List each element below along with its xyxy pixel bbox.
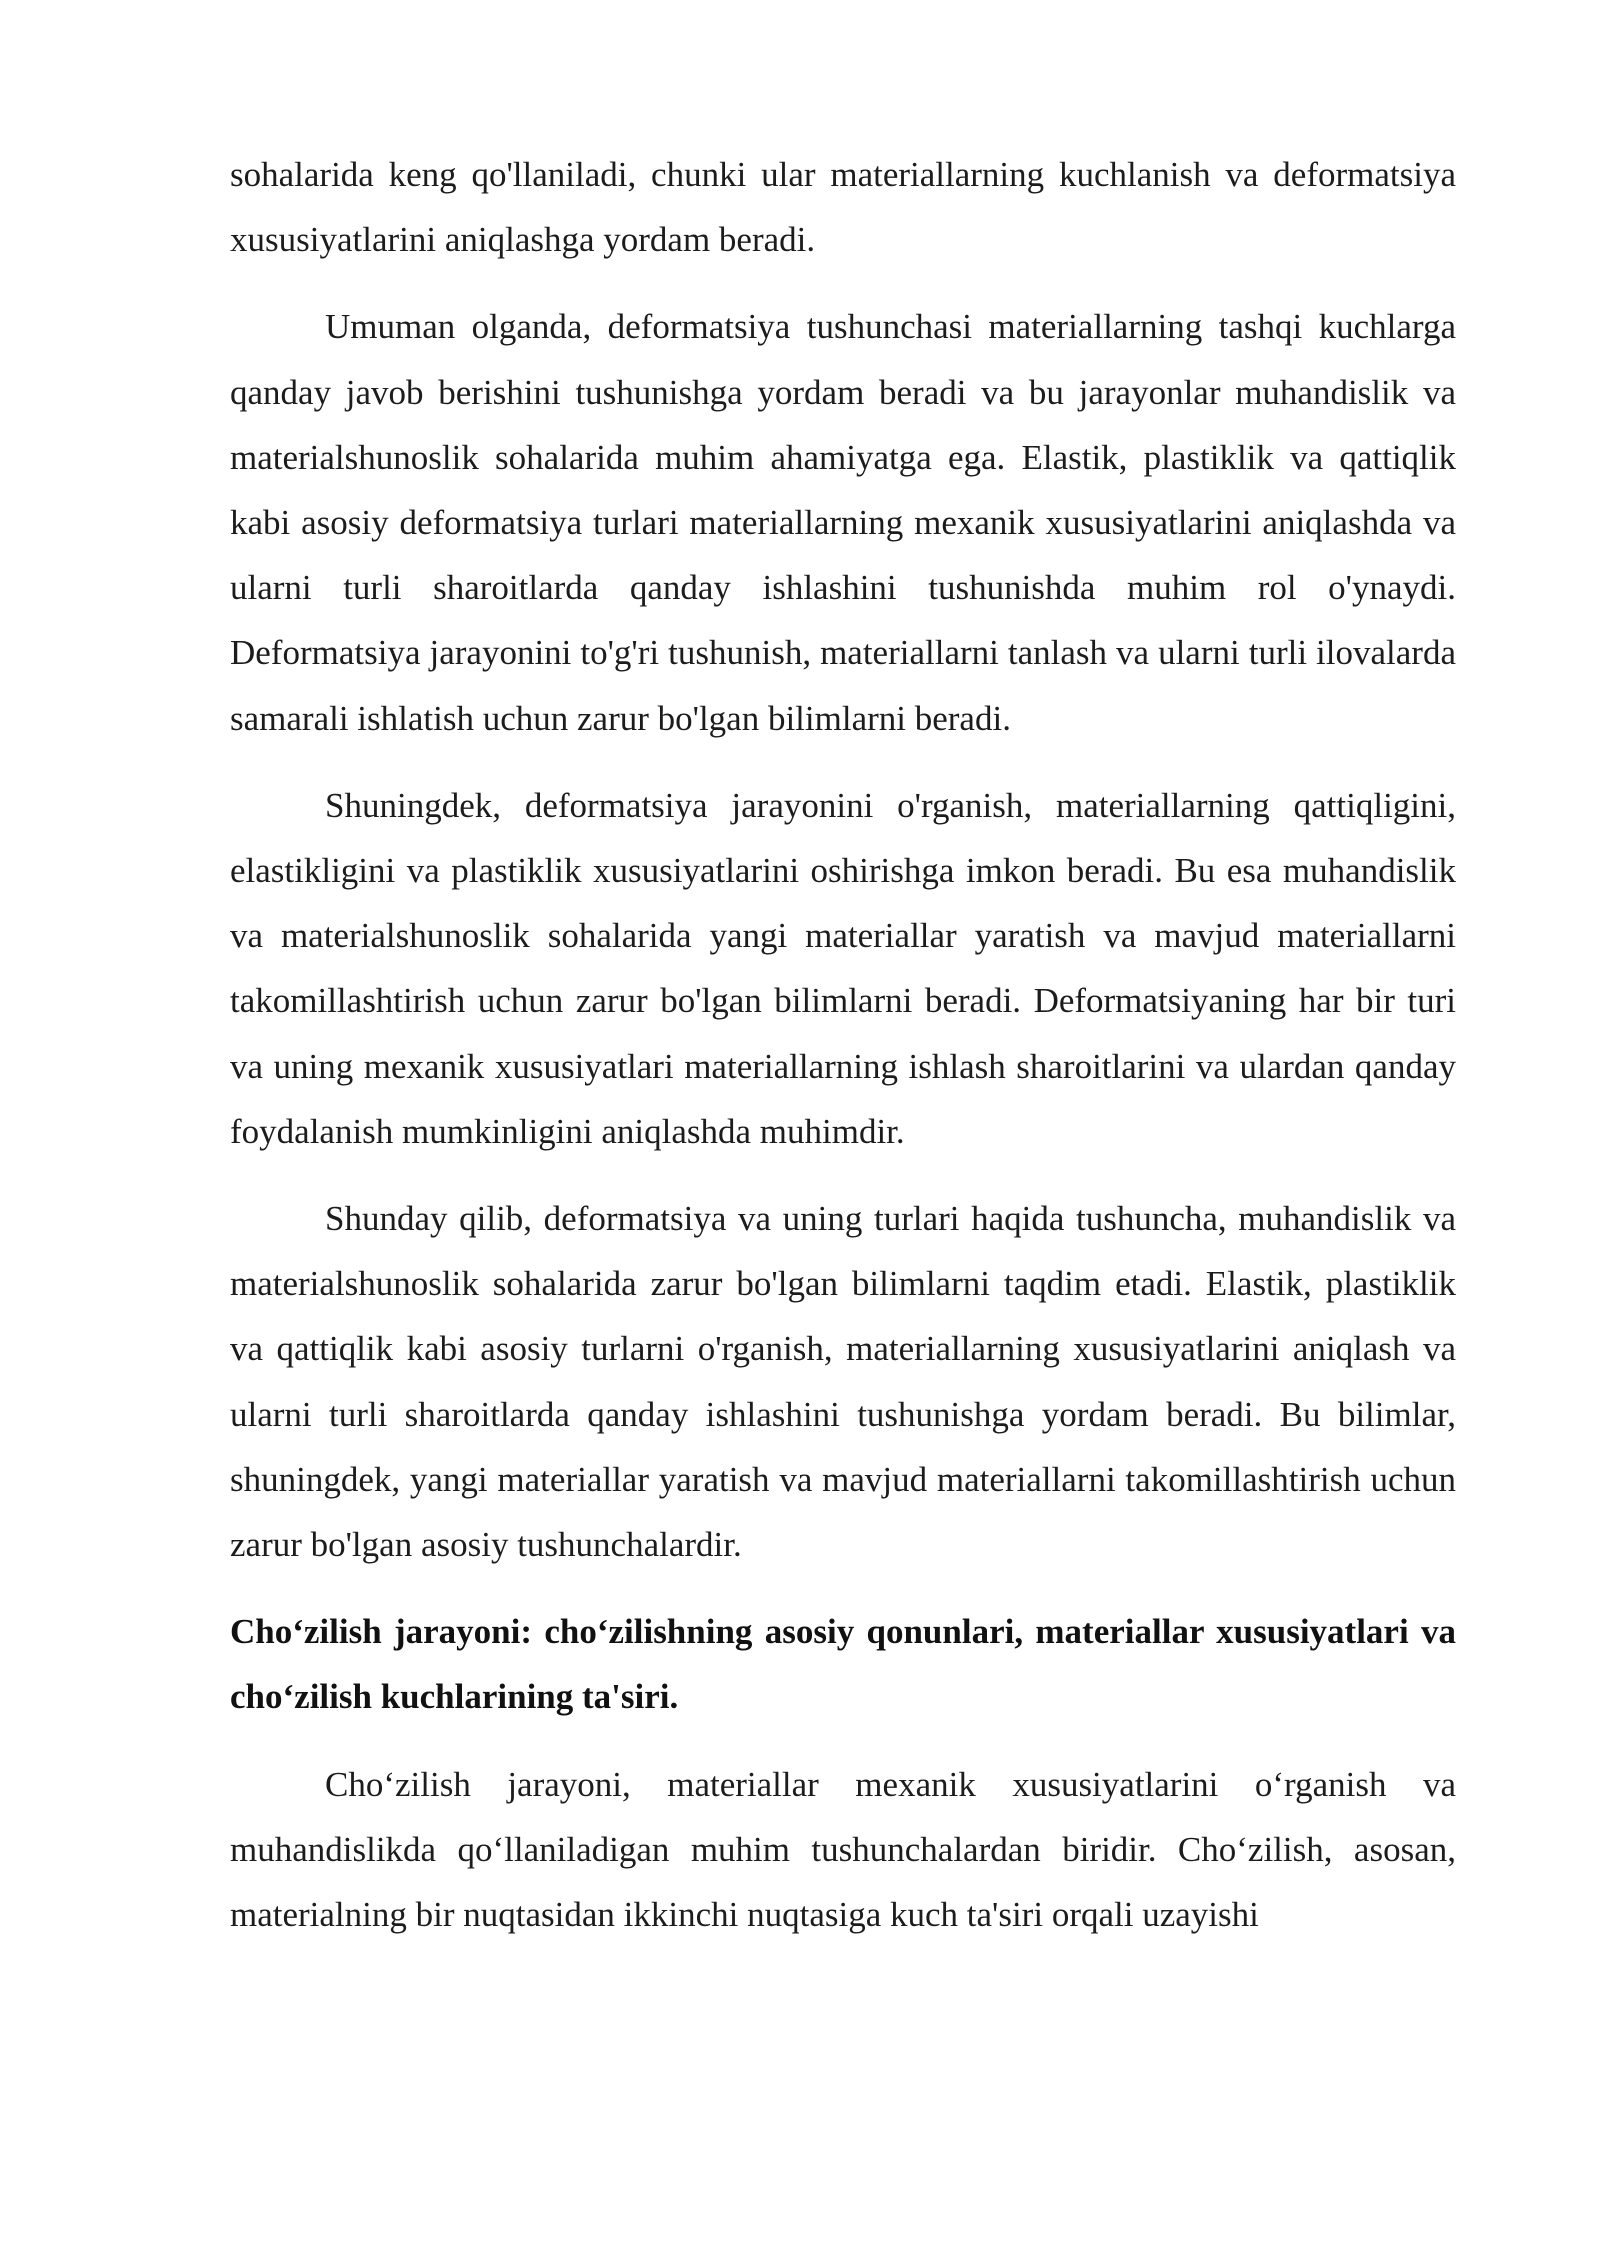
document-body: [230, 142, 1456, 1969]
section-heading: Cho‘zilish jarayoni: cho‘zilishning asosiy qonunlari, materiallar xususiyatlari va cho‘zilish kuchlarining ta'siri.: [230, 1612, 1456, 1717]
paragraph-summary: Umuman olganda, deformatsiya tushunchasi materiallarning tashqi kuchlarga qanday javob berishini tushunishga yordam beradi va bu jarayonlar muhandislik va materialshunoslik sohalarida muhim ahamiyatga ega. Elastik, plastiklik va qattiqlik kabi asosiy deformatsiya turlari materiallarning mexanik xususiyatlarini aniqlashda va ularni turli sharoitlarda qanday ishlashini tushunishda muhim rol o'ynaydi. Deformatsiya jarayonini to'g'ri tushunish, materiallarni tanlash va ularni turli ilovalarda samarali ishlatish uchun zarur bo'lgan bilimlarni beradi.: [230, 307, 1456, 738]
paragraph-conclusion: Shunday qilib, deformatsiya va uning turlari haqida tushuncha, muhandislik va materialshunoslik sohalarida zarur bo'lgan bilimlarni taqdim etadi. Elastik, plastiklik va qattiqlik kabi asosiy turlarni o'rganish, materiallarning xususiyatlarini aniqlash va ularni turli sharoitlarda qanday ishlashini tushunishga yordam beradi. Bu bilimlar, shuningdek, yangi materiallar yaratish va mavjud materiallarni takomillashtirish uchun zarur bo'lgan asosiy tushunchalardir.: [230, 1199, 1456, 1565]
paragraph-stretching-intro: Cho‘zilish jarayoni, materiallar mexanik xususiyatlarini o‘rganish va muhandislikda qo‘llaniladigan muhim tushunchalardan biridir. Cho‘zilish, asosan, materialning bir nuqtasidan ikkinchi nuqtasiga kuch ta'siri orqali uzayishi: [230, 1764, 1456, 1935]
paragraph-study-benefits: Shuningdek, deformatsiya jarayonini o'rganish, materiallarning qattiqligini, elastikligini va plastiklik xususiyatlarini oshirishga imkon beradi. Bu esa muhandislik va materialshunoslik sohalarida yangi materiallar yaratish va mavjud materiallarni takomillashtirish uchun zarur bo'lgan bilimlarni beradi. Deformatsiyaning har bir turi va uning mexanik xususiyatlari materiallarning ishlash sharoitlarini va ulardan qanday foydalanish mumkinligini aniqlashda muhimdir.: [230, 785, 1456, 1151]
paragraph-continued: sohalarida keng qo'llaniladi, chunki ular materiallarning kuchlanish va deformatsiya xususiyatlarini aniqlashga yordam beradi.: [230, 155, 1456, 260]
